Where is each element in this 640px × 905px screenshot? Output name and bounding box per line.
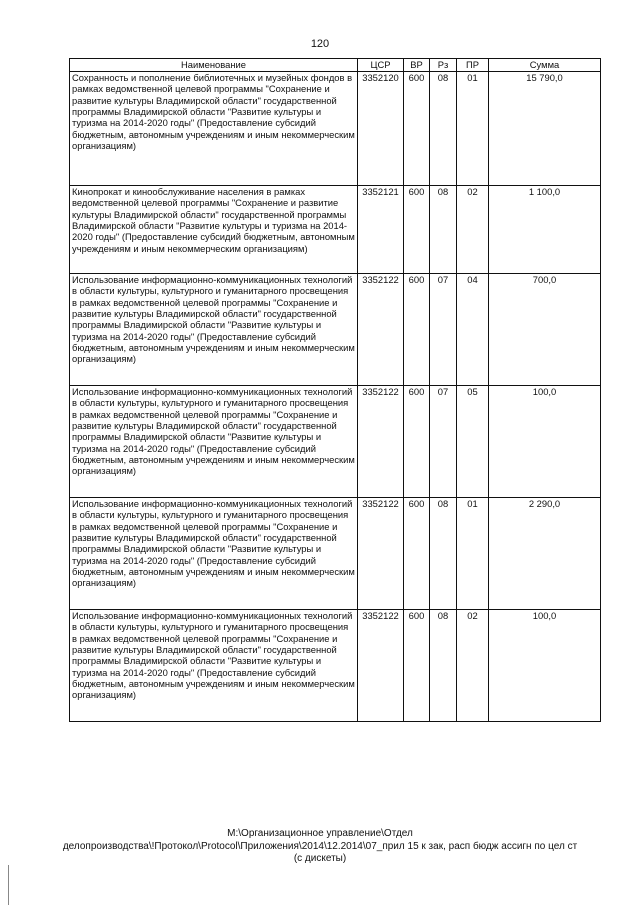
table-header-row [70,59,601,72]
header-vr: ВР [404,59,430,72]
cell-name: Использование информационно-коммуникационных технологий в области культуры, культурного и гуманитарного просвещения в рамках ведомственной целевой программы "Сохранение и развитие культуры Владимирской области" государственной программы Владимирской области "Развитие культуры и туризма на 2014-2020 годы" (Предоставление субсидий бюджетным, автономным учреждениям и иным некоммерческим организациям) [70,498,358,610]
cell-csr: 3352122 [358,274,404,386]
file-path-footer [40,828,600,866]
table-row [70,274,601,386]
footer-line-2: делопроизводства\!Протокол\Protocol\Приложения\2014\12.2014\07_прил 15 к зак, расп бюдж ассигн по цел ст [62,840,578,852]
cell-vr: 600 [404,610,430,722]
cell-rz: 07 [430,274,457,386]
cell-vr: 600 [404,72,430,186]
cell-name: Использование информационно-коммуникационных технологий в области культуры, культурного и гуманитарного просвещения в рамках ведомственной целевой программы "Сохранение и развитие культуры Владимирской области" государственной программы Владимирской области "Развитие культуры и туризма на 2014-2020 годы" (Предоставление субсидий бюджетным, автономным учреждениям и иным некоммерческим организациям) [70,274,358,386]
header-name: Наименование [70,59,358,72]
page-number: 120 [310,38,330,50]
header-csr: ЦСР [358,59,404,72]
footer-line-3: (с дискеты) [293,853,347,864]
cell-sum: 100,0 [489,610,601,722]
budget-table [69,58,601,722]
cell-sum: 700,0 [489,274,601,386]
cell-pr: 05 [457,386,489,498]
table-row [70,186,601,274]
cell-csr: 3352122 [358,386,404,498]
cell-pr: 02 [457,610,489,722]
cell-rz: 08 [430,498,457,610]
cell-pr: 04 [457,274,489,386]
cell-csr: 3352121 [358,186,404,274]
cell-name: Кинопрокат и кинообслуживание населения в рамках ведомственной целевой программы "Сохранение и развитие культуры Владимирской области" государственной программы Владимирской области "Развитие культуры и туризма на 2014-2020 годы" (Предоставление субсидий бюджетным, автономным учреждениям и иным некоммерческим организациям) [70,186,358,274]
header-pr: ПР [457,59,489,72]
cell-pr: 01 [457,498,489,610]
scan-edge-line [8,865,9,905]
table-row [70,72,601,186]
header-rz: Рз [430,59,457,72]
cell-rz: 08 [430,72,457,186]
footer-line-1: М:\Организационное управление\Отдел [227,828,413,839]
cell-vr: 600 [404,274,430,386]
cell-sum: 15 790,0 [489,72,601,186]
cell-rz: 08 [430,610,457,722]
cell-pr: 01 [457,72,489,186]
cell-vr: 600 [404,498,430,610]
table-row [70,386,601,498]
cell-csr: 3352122 [358,610,404,722]
cell-rz: 07 [430,386,457,498]
cell-csr: 3352122 [358,498,404,610]
header-sum: Сумма [489,59,601,72]
cell-name: Сохранность и пополнение библиотечных и музейных фондов в рамках ведомственной целевой программы "Сохранение и развитие культуры Владимирской области" государственной программы Владимирской области "Развитие культуры и туризма на 2014-2020 годы" (Предоставление субсидий бюджетным, автономным учреждениям и иным некоммерческим организациям) [70,72,358,186]
cell-sum: 100,0 [489,386,601,498]
cell-name: Использование информационно-коммуникационных технологий в области культуры, культурного и гуманитарного просвещения в рамках ведомственной целевой программы "Сохранение и развитие культуры Владимирской области" государственной программы Владимирской области "Развитие культуры и туризма на 2014-2020 годы" (Предоставление субсидий бюджетным, автономным учреждениям и иным некоммерческим организациям) [70,386,358,498]
table-row [70,498,601,610]
cell-pr: 02 [457,186,489,274]
cell-rz: 08 [430,186,457,274]
table-row [70,610,601,722]
cell-csr: 3352120 [358,72,404,186]
cell-vr: 600 [404,186,430,274]
cell-name: Использование информационно-коммуникационных технологий в области культуры, культурного и гуманитарного просвещения в рамках ведомственной целевой программы "Сохранение и развитие культуры Владимирской области" государственной программы Владимирской области "Развитие культуры и туризма на 2014-2020 годы" (Предоставление субсидий бюджетным, автономным учреждениям и иным некоммерческим организациям) [70,610,358,722]
cell-sum: 1 100,0 [489,186,601,274]
cell-vr: 600 [404,386,430,498]
cell-sum: 2 290,0 [489,498,601,610]
